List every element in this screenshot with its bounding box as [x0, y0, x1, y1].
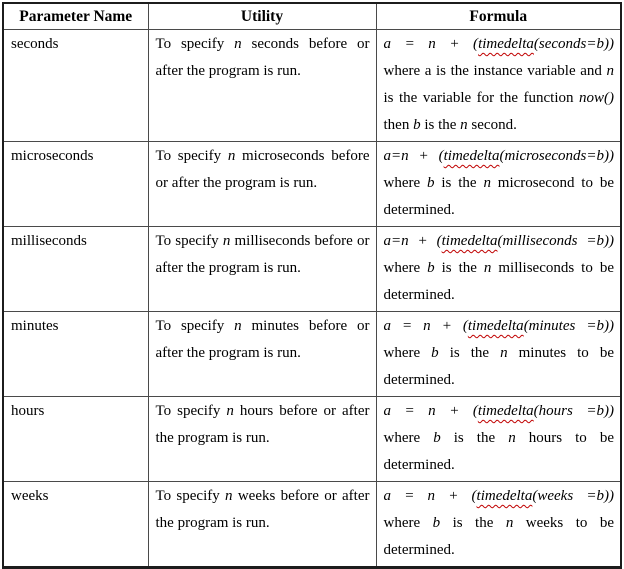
formula-expression	[384, 143, 615, 170]
text-segment: To specify	[155, 36, 235, 52]
text-segment: milliseconds before or after the program is run.	[155, 233, 370, 276]
utility-cell	[148, 142, 376, 227]
text-segment: b	[431, 345, 439, 361]
formula-cell	[376, 312, 621, 397]
text-segment: hours before or after the program is run.	[155, 403, 370, 446]
text-segment: microseconds before or after the program is run.	[155, 148, 370, 191]
text-segment: weeks before or after the program is run.	[155, 488, 370, 531]
text-segment: n	[508, 430, 516, 446]
formula-cell	[376, 227, 621, 312]
text-segment: milliseconds to be determined.	[383, 260, 614, 303]
text-segment: (seconds=b))	[533, 36, 614, 52]
text-segment: (minutes =b))	[523, 318, 614, 334]
text-segment: To specify	[155, 233, 223, 249]
text-segment: b	[427, 175, 435, 191]
text-segment: hours to be determined.	[383, 430, 614, 473]
text-segment: a = n + (	[383, 36, 479, 52]
table-row	[3, 30, 621, 142]
text-segment: where	[383, 175, 428, 191]
text-segment: n	[500, 345, 508, 361]
text-segment: To specify	[155, 318, 235, 334]
text-segment: a=n + (	[383, 148, 444, 164]
text-segment: To specify	[155, 488, 226, 504]
formula-expression	[384, 483, 615, 510]
text-segment: where a is the instance variable and	[383, 63, 607, 79]
parameter-name-cell: seconds	[3, 30, 148, 142]
utility-cell	[148, 30, 376, 142]
text-segment: n	[483, 175, 491, 191]
spellcheck-flagged-text: timedelta	[477, 403, 534, 419]
formula-expression	[384, 228, 615, 255]
formula-explanation	[384, 58, 615, 139]
text-segment: a=n + (	[383, 233, 442, 249]
text-segment: n	[505, 515, 514, 531]
formula-explanation	[384, 510, 615, 564]
text-segment: a = n + (	[383, 318, 468, 334]
text-segment: n	[222, 233, 231, 249]
text-segment: (milliseconds =b))	[497, 233, 614, 249]
text-segment: n	[234, 36, 242, 52]
text-segment: n	[225, 488, 233, 504]
text-segment: then	[383, 117, 414, 133]
spellcheck-flagged-text: timedelta	[443, 148, 500, 164]
text-segment: is the	[440, 515, 506, 531]
text-segment: a = n + (	[383, 403, 478, 419]
formula-expression	[384, 31, 615, 58]
parameter-name-cell: milliseconds	[3, 227, 148, 312]
text-segment: is the	[440, 430, 509, 446]
text-segment: n	[234, 318, 242, 334]
text-segment: microsecond to be determined.	[383, 175, 614, 218]
text-segment: n	[606, 63, 614, 79]
parameter-name-cell: hours	[3, 397, 148, 482]
text-segment: n	[483, 260, 492, 276]
header-row	[3, 3, 621, 30]
utility-cell	[148, 482, 376, 568]
parameter-name-cell: microseconds	[3, 142, 148, 227]
header-parameter-name: Parameter Name	[3, 3, 148, 30]
table-row	[3, 312, 621, 397]
table-row	[3, 397, 621, 482]
text-segment: a = n + (	[383, 488, 477, 504]
text-segment: where	[383, 515, 433, 531]
formula-expression	[384, 313, 615, 340]
text-segment: b	[432, 515, 441, 531]
parameter-name-cell: minutes	[3, 312, 148, 397]
text-segment: To specify	[155, 403, 227, 419]
text-segment: b	[427, 260, 435, 276]
text-segment: n	[227, 148, 236, 164]
table-row	[3, 142, 621, 227]
text-segment: is the variable for the function	[383, 90, 579, 106]
text-segment: b	[433, 430, 441, 446]
text-segment: seconds before or after the program is run.	[155, 36, 370, 79]
text-segment: (hours =b))	[533, 403, 614, 419]
text-segment: is the	[420, 117, 461, 133]
header-formula: Formula	[376, 3, 621, 30]
text-segment: b	[413, 117, 421, 133]
utility-cell	[148, 312, 376, 397]
text-segment: weeks to be determined.	[383, 515, 614, 558]
text-segment: is the	[434, 175, 484, 191]
formula-explanation	[384, 340, 615, 394]
text-segment: where	[383, 260, 428, 276]
text-segment: second.	[467, 117, 517, 133]
parameter-name-cell: weeks	[3, 482, 148, 568]
formula-cell	[376, 397, 621, 482]
text-segment: now()	[579, 90, 614, 106]
formula-cell	[376, 30, 621, 142]
text-segment: where	[383, 430, 434, 446]
text-segment: minutes to be determined.	[383, 345, 614, 388]
spellcheck-flagged-text: timedelta	[441, 233, 498, 249]
table-body	[3, 30, 621, 568]
text-segment: n	[226, 403, 234, 419]
utility-cell	[148, 397, 376, 482]
text-segment: To specify	[155, 148, 228, 164]
text-segment: where	[383, 345, 432, 361]
utility-cell	[148, 227, 376, 312]
text-segment: is the	[438, 345, 501, 361]
text-segment: (weeks =b))	[532, 488, 614, 504]
formula-explanation	[384, 170, 615, 224]
formula-explanation	[384, 425, 615, 479]
text-segment: is the	[434, 260, 484, 276]
formula-cell	[376, 482, 621, 568]
table-row	[3, 482, 621, 568]
table-row	[3, 227, 621, 312]
text-segment: minutes before or after the program is run.	[155, 318, 370, 361]
header-utility: Utility	[148, 3, 376, 30]
text-segment: n	[460, 117, 468, 133]
spellcheck-flagged-text: timedelta	[476, 488, 533, 504]
spellcheck-flagged-text: timedelta	[478, 36, 534, 52]
text-segment: (microseconds=b))	[499, 148, 614, 164]
formula-expression	[384, 398, 615, 425]
spellcheck-flagged-text: timedelta	[467, 318, 524, 334]
timedelta-parameters-table	[2, 2, 622, 569]
formula-cell	[376, 142, 621, 227]
formula-explanation	[384, 255, 615, 309]
